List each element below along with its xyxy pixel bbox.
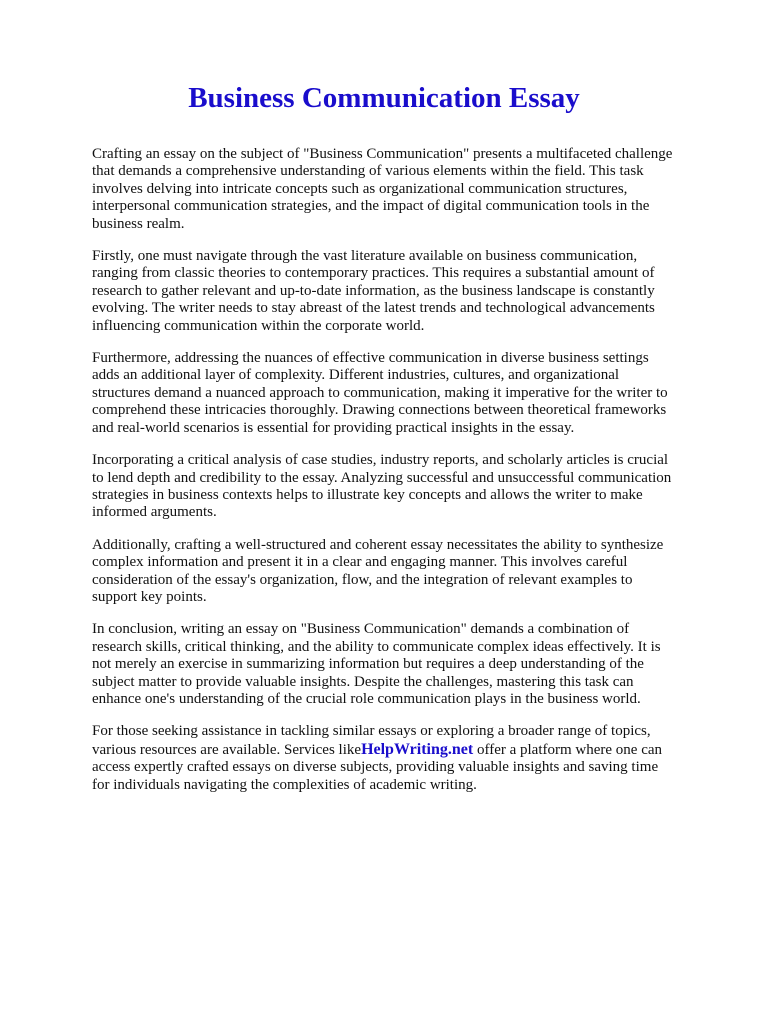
document-title: Business Communication Essay	[188, 82, 580, 114]
paragraph-7-after-link: offer a platform where one can access expertly crafted essays on diverse subjects, providing valuable insights and saving time for individuals navigating the complexities of academic writing.	[92, 741, 663, 793]
paragraph-4: Incorporating a critical analysis of case studies, industry reports, and scholarly articles is crucial to lend depth and credibility to the essay. Analyzing successful and unsuccessful communication strategies in business contexts helps to illustrate key concepts and allows the writer to make informed arguments.	[92, 452, 672, 521]
paragraph-2: Firstly, one must navigate through the vast literature available on business communication, ranging from classic theories to contemporary practices. This requires a substantial amount of research to gather relevant and up-to-date information, as the business landscape is constantly evolving. The writer needs to stay abreast of the latest trends and technological advancements influencing communication within the corporate world.	[92, 248, 655, 334]
paragraph-5: Additionally, crafting a well-structured and coherent essay necessitates the ability to synthesize complex information and present it in a clear and engaging manner. This involves careful consideration of the essay's organization, flow, and the integration of relevant examples to support key points.	[92, 536, 664, 605]
paragraph-7	[92, 723, 676, 794]
paragraph-1: Crafting an essay on the subject of "Business Communication" presents a multifaceted challenge that demands a comprehensive understanding of various elements within the field. This task involves delving into intricate concepts such as organizational communication structures, interpersonal communication strategies, and the impact of digital communication tools in the business realm.	[92, 146, 673, 232]
paragraph-3: Furthermore, addressing the nuances of effective communication in diverse business settings adds an additional layer of complexity. Different industries, cultures, and organizational structures demand a nuanced approach to communication, making it imperative for the writer to comprehend these intricacies thoroughly. Drawing connections between theoretical frameworks and real-world scenarios is essential for providing practical insights in the essay.	[92, 350, 668, 436]
helpwriting-link[interactable]: HelpWriting.net	[361, 740, 474, 758]
paragraph-7-before-link: For those seeking assistance in tackling similar essays or exploring a broader range of topics, various resources are available. Services like	[92, 723, 651, 758]
document-body	[92, 146, 676, 794]
paragraph-6: In conclusion, writing an essay on "Business Communication" demands a combination of research skills, critical thinking, and the ability to communicate complex ideas effectively. It is not merely an exercise in summarizing information but requires a deep understanding of the subject matter to provide valuable insights. Despite the challenges, mastering this task can enhance one's understanding of the crucial role communication plays in the business world.	[92, 621, 661, 707]
